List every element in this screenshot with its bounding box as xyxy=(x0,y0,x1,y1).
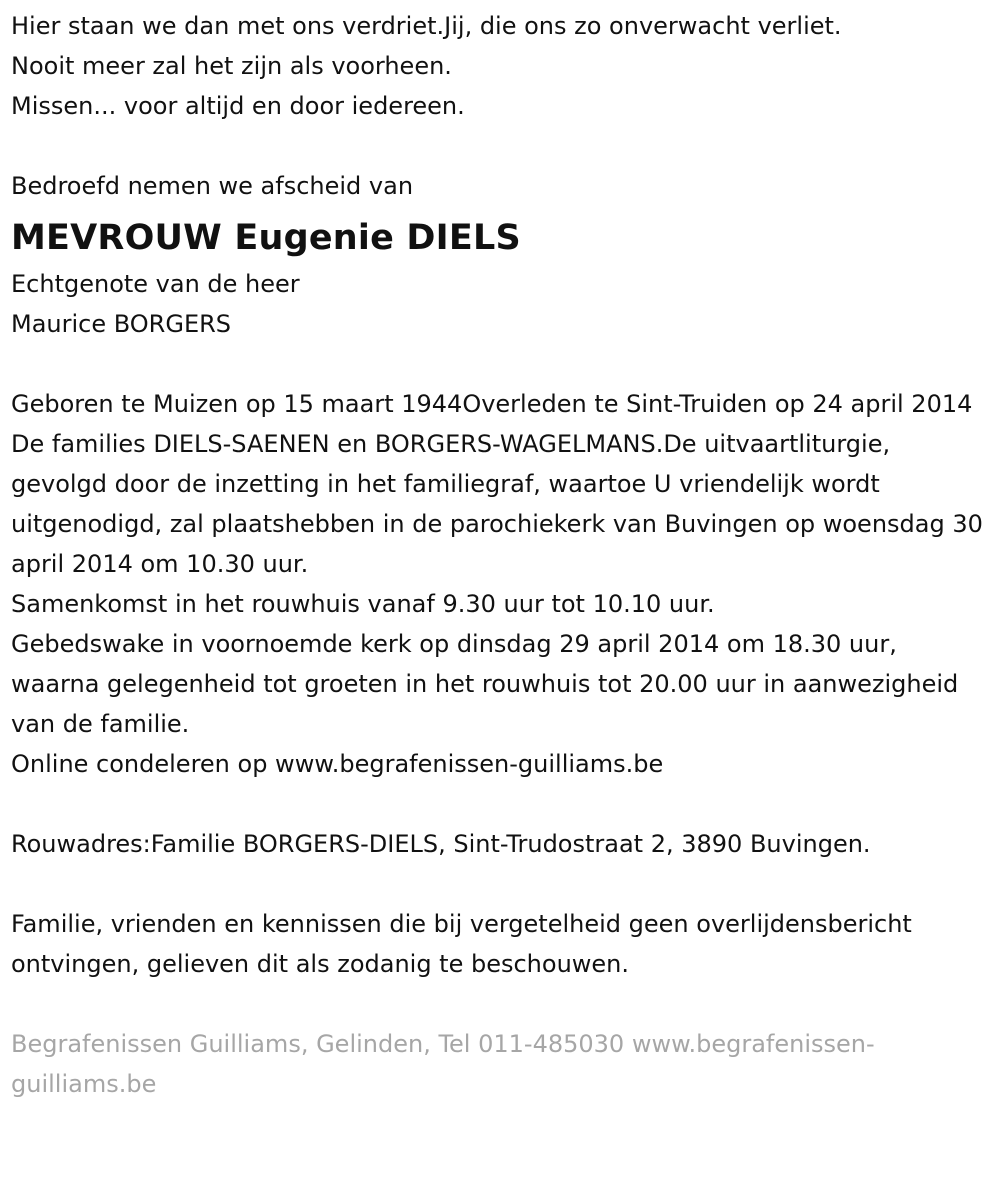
intro-line-1: Hier staan we dan met ons verdriet.Jij, die ons zo onverwacht verliet. xyxy=(11,12,842,40)
spouse-name: Maurice BORGERS xyxy=(11,310,232,338)
obituary-body xyxy=(11,264,990,1104)
spacer xyxy=(11,126,990,166)
relation-text: Echtgenote van de heer xyxy=(11,270,300,298)
mourning-address: Rouwadres:Familie BORGERS-DIELS, Sint-Trudostraat 2, 3890 Buvingen. xyxy=(11,830,871,858)
spacer xyxy=(11,344,990,384)
deceased-name: MEVROUW Eugenie DIELS xyxy=(11,218,521,258)
intro-line-3: Missen... voor altijd en door iedereen. xyxy=(11,92,465,120)
obituary-text xyxy=(11,6,990,206)
spacer xyxy=(11,984,990,1024)
vigil-text: Gebedswake in voornoemde kerk op dinsdag 29 april 2014 om 18.30 uur, waarna gelegenheid tot groeten in het rouwhuis tot 20.00 uur in aanwezigheid van de familie. xyxy=(11,630,959,738)
intro-line-2: Nooit meer zal het zijn als voorheen. xyxy=(11,52,452,80)
gathering-text: Samenkomst in het rouwhuis vanaf 9.30 uur tot 10.10 uur. xyxy=(11,590,715,618)
spacer xyxy=(11,864,990,904)
farewell-text: Bedroefd nemen we afscheid van xyxy=(11,172,414,200)
spacer xyxy=(11,784,990,824)
notice-text: Familie, vrienden en kennissen die bij vergetelheid geen overlijdensbericht ontvingen, gelieven dit als zodanig te beschouwen. xyxy=(11,910,912,978)
birth-death-text: Geboren te Muizen op 15 maart 1944Overleden te Sint-Truiden op 24 april 2014 xyxy=(11,390,973,418)
online-condolence-text: Online condeleren op www.begrafenissen-guilliams.be xyxy=(11,750,664,778)
families-liturgy-text: De families DIELS-SAENEN en BORGERS-WAGELMANS.De uitvaartliturgie, gevolgd door de inzetting in het familiegraf, waartoe U vriendelijk wordt uitgenodigd, zal plaatshebben in de parochiekerk van Buvingen op woensdag 30 april 2014 om 10.30 uur. xyxy=(11,430,983,578)
funeral-home-footer: Begrafenissen Guilliams, Gelinden, Tel 011-485030 www.begrafenissen-guilliams.be xyxy=(11,1030,875,1098)
